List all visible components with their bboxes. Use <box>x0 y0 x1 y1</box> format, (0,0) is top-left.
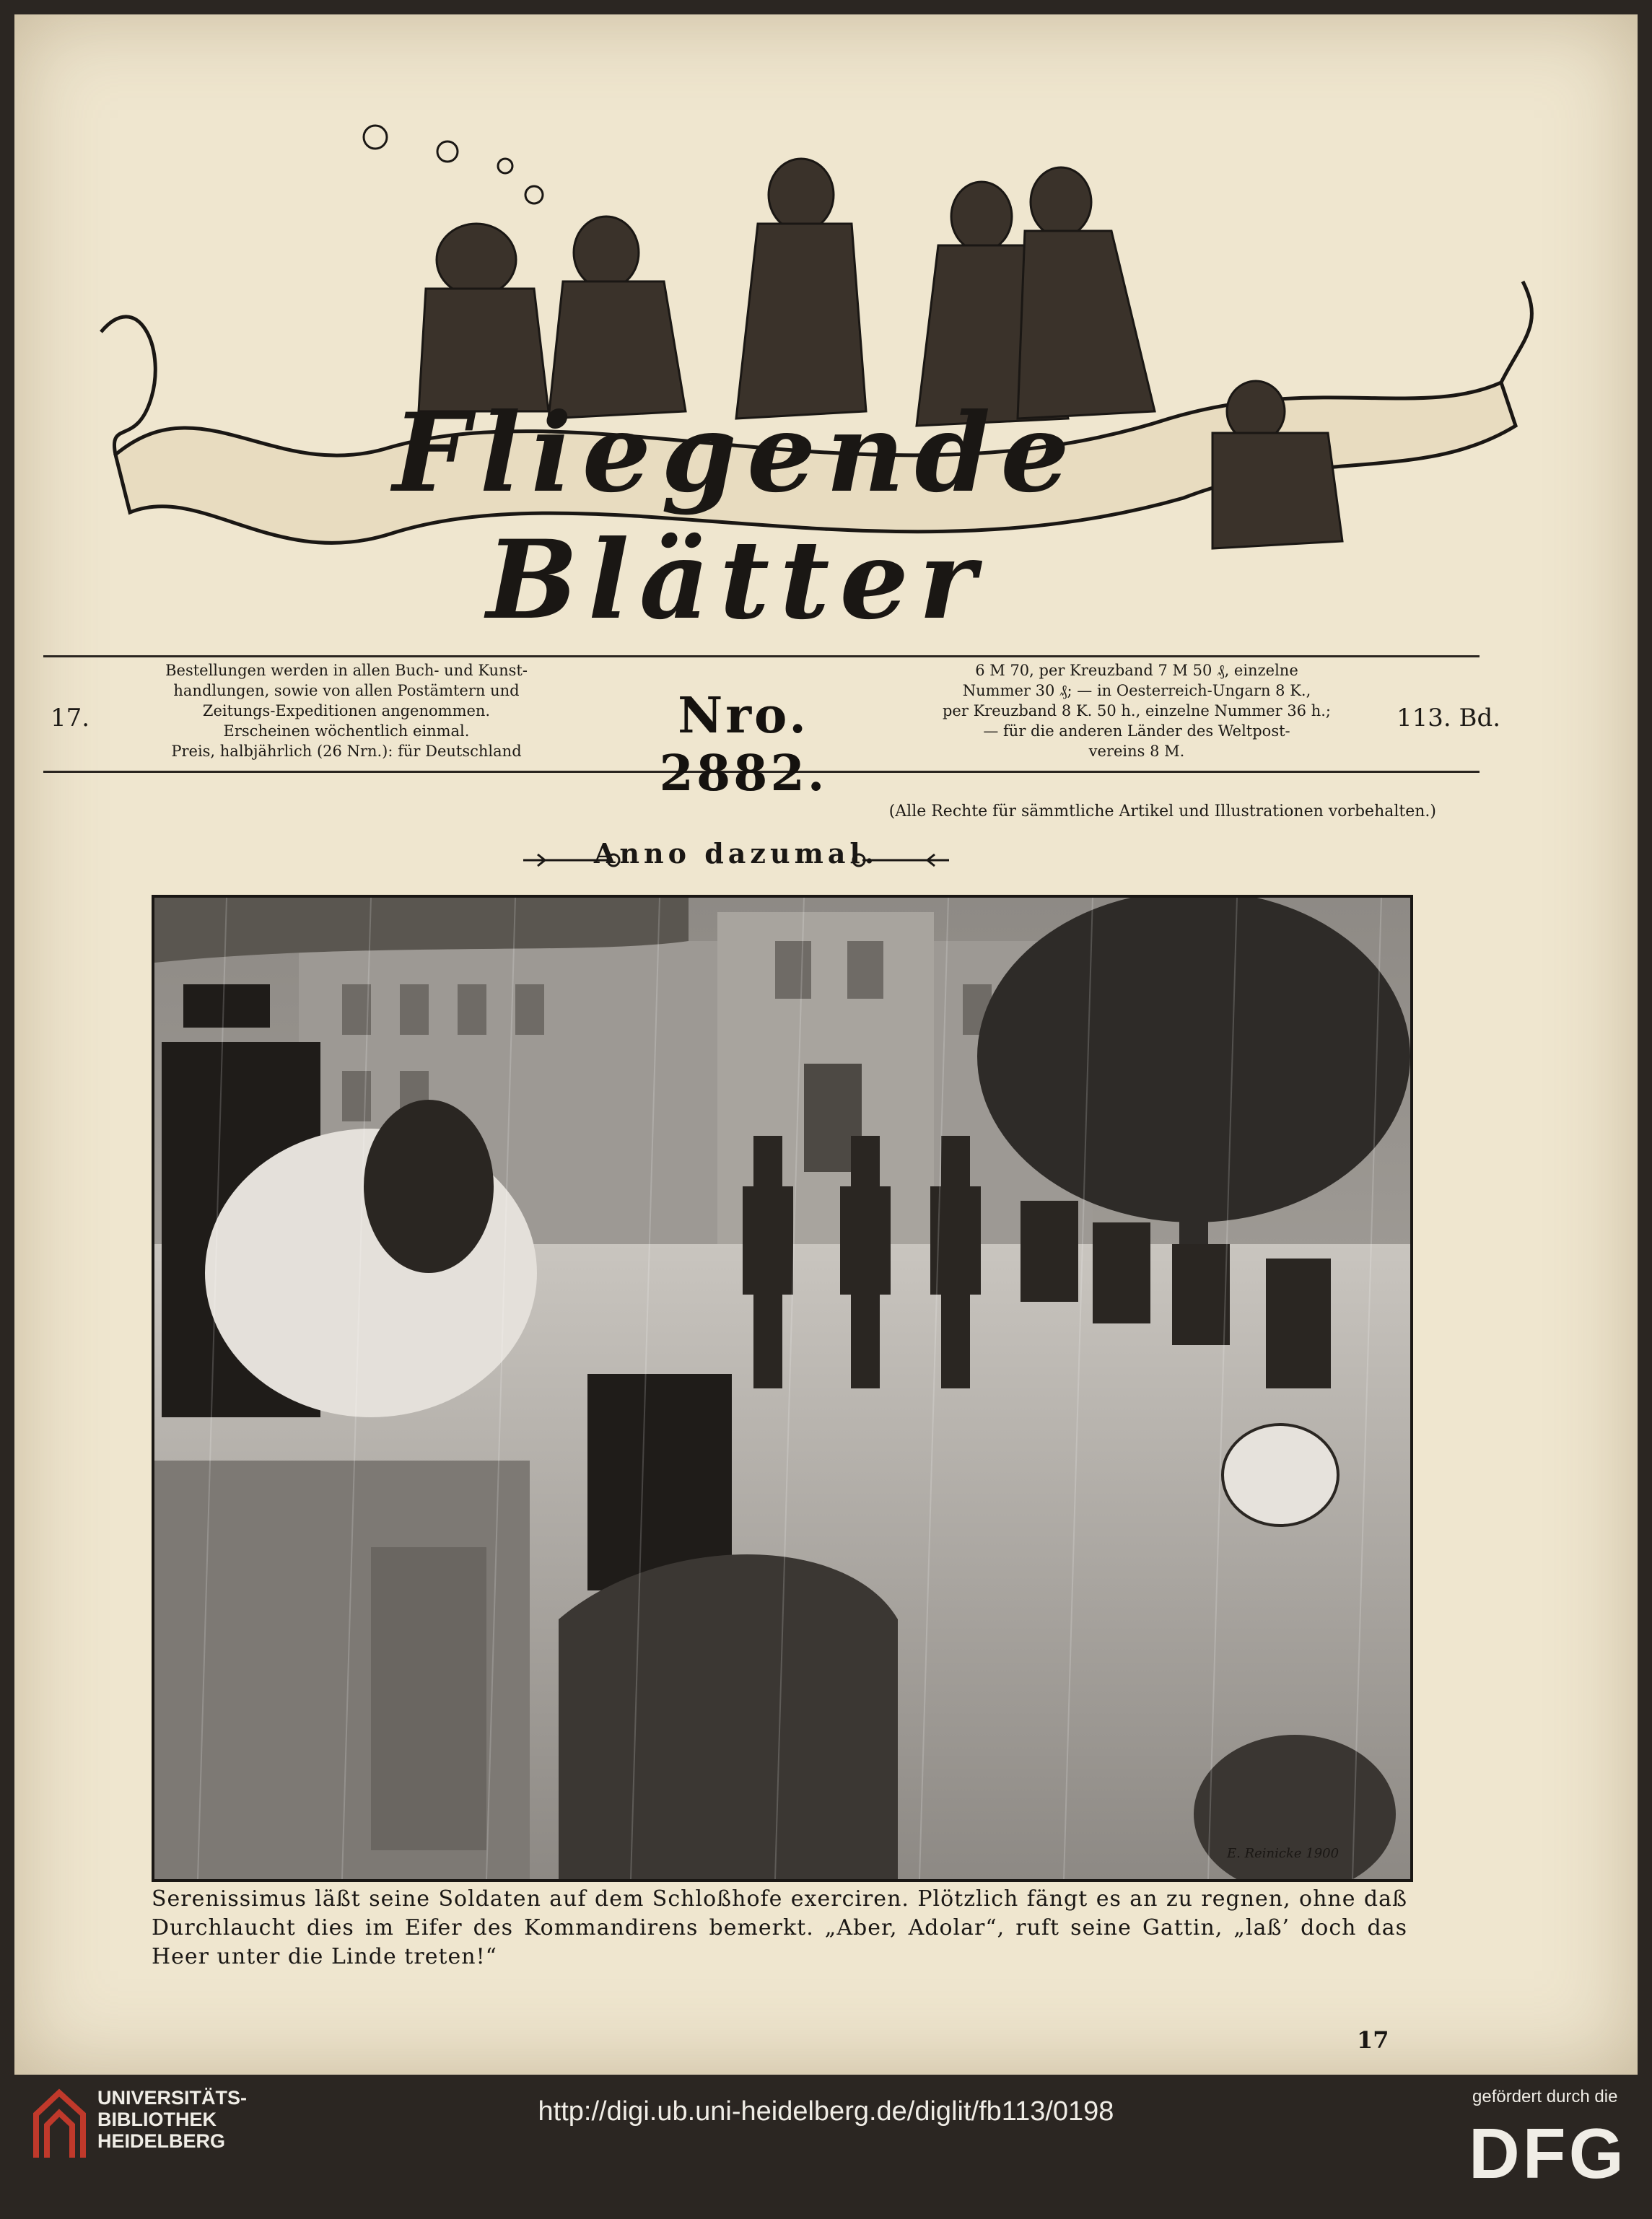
artist-signature: E. Reinicke 1900 <box>1227 1846 1339 1861</box>
digital-library-url-link[interactable]: http://digi.ub.uni-heidelberg.de/diglit/fb113/0198 <box>538 2096 1114 2127</box>
university-library-name-line: HEIDELBERG <box>97 2130 226 2152</box>
article-title: Anno dazumal. <box>593 837 879 870</box>
right-ornament-icon <box>848 846 949 875</box>
pricing-info-line: vereins 8 M. <box>1088 743 1185 760</box>
volume-number: 113. Bd. <box>1397 704 1501 732</box>
rights-notice: (Alle Rechte für sämmtliche Artikel und Illustrationen vorbehalten.) <box>888 802 1436 820</box>
ordering-info <box>115 660 577 761</box>
ordering-info-line: handlungen, sowie von allen Postämtern und <box>173 682 520 699</box>
page-number: 17 <box>1357 2026 1389 2054</box>
pricing-info-line: Nummer 30 ₰; — in Oesterreich-Ungarn 8 K., <box>962 682 1311 699</box>
ordering-info-line: Erscheinen wöchentlich einmal. <box>223 722 470 740</box>
dfg-logo[interactable]: DFG <box>1469 2114 1627 2193</box>
main-illustration <box>152 895 1413 1882</box>
pricing-info <box>899 660 1375 761</box>
illustration-caption: Serenissimus läßt seine Soldaten auf dem Schloßhofe exerciren. Plötzlich fängt es an zu regnen, ohne daß Durchlaucht dies im Eifer des Kommandirens bemerkt. „Aber, Adolar“, ruft seine Gattin, „laß’ doch das Heer unter die Linde treten!“ <box>152 1886 1407 1969</box>
university-library-name-line: BIBLIOTHEK <box>97 2109 217 2130</box>
ordering-info-line: Zeitungs-Expeditionen angenommen. <box>202 702 491 719</box>
ordering-info-line: Bestellungen werden in allen Buch- und Kunst- <box>165 662 528 679</box>
masthead-title: Fliegende Blätter <box>393 390 1080 644</box>
issue-number: Nro. 2882. <box>659 687 828 802</box>
university-library-name-line: UNIVERSITÄTS- <box>97 2087 248 2109</box>
pricing-info-line: 6 M 70, per Kreuzband 7 M 50 ₰, einzelne <box>975 662 1298 679</box>
pricing-info-line: — für die anderen Länder des Weltpost- <box>983 722 1290 740</box>
info-rule-top <box>43 655 1480 657</box>
pricing-info-line: per Kreuzband 8 K. 50 h., einzelne Nummer 36 h.; <box>942 702 1331 719</box>
sponsor-label: gefördert durch die <box>1472 2087 1618 2106</box>
ordering-info-line: Preis, halbjährlich (26 Nrn.): für Deutschland <box>171 743 522 760</box>
issue-sequence-number: 17. <box>51 704 90 732</box>
